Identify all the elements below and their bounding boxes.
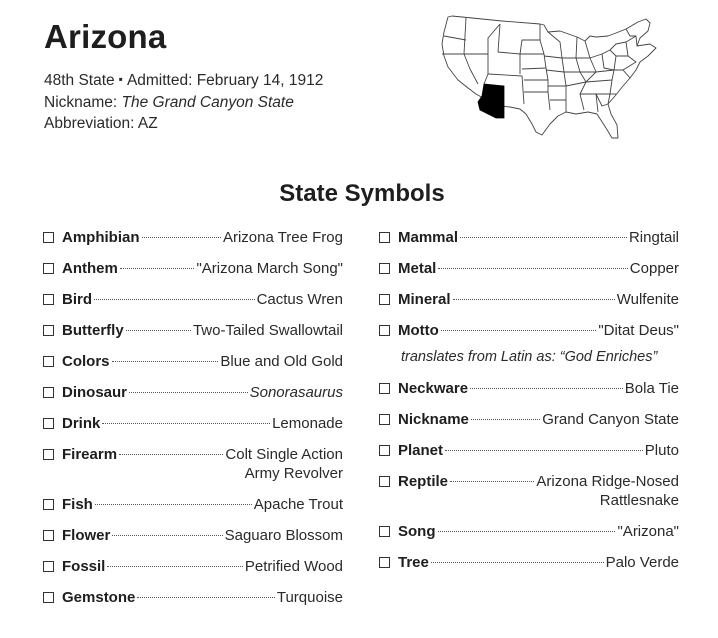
checkbox[interactable] (379, 294, 390, 305)
checkbox[interactable] (379, 263, 390, 274)
checkbox[interactable] (379, 414, 390, 425)
statehood-line (44, 70, 323, 92)
dot-leader (460, 237, 627, 238)
motto-translation-note: translates from Latin as: “God Enriches” (401, 349, 658, 365)
checkbox[interactable] (379, 557, 390, 568)
nickname-line (44, 92, 323, 113)
checkbox[interactable] (43, 325, 54, 336)
dot-leader (126, 330, 191, 331)
dot-leader (441, 330, 597, 331)
us-map (440, 14, 682, 152)
symbol-item-gemstone: Gemstone Turquoise (43, 588, 343, 607)
symbol-item-anthem: Anthem "Arizona March Song" (43, 259, 343, 278)
symbol-item-song: Song "Arizona" (379, 522, 679, 541)
dot-leader (438, 531, 616, 532)
dot-leader (119, 454, 223, 455)
symbol-item-flower: Flower Saguaro Blossom (43, 526, 343, 545)
symbol-item-dinosaur: Dinosaur Sonorasaurus (43, 383, 343, 402)
dot-leader (129, 392, 248, 393)
value-continued: Army Revolver (244, 465, 343, 482)
dot-leader (431, 562, 604, 563)
checkbox[interactable] (379, 325, 390, 336)
nickname-label: Nickname: (44, 94, 118, 111)
dot-leader (471, 419, 540, 420)
section-title: State Symbols (279, 180, 445, 207)
value-continued: Rattlesnake (599, 492, 679, 509)
checkbox[interactable] (379, 232, 390, 243)
dot-leader (107, 566, 243, 567)
symbol-item-amphibian: Amphibian Arizona Tree Frog (43, 228, 343, 247)
checkbox[interactable] (43, 356, 54, 367)
symbols-left-column (43, 228, 343, 619)
symbol-item-fossil: Fossil Petrified Wood (43, 557, 343, 576)
state-info (44, 70, 323, 134)
dot-leader (142, 237, 221, 238)
dot-leader (112, 535, 222, 536)
checkbox[interactable] (379, 445, 390, 456)
dot-leader (438, 268, 627, 269)
dot-leader (95, 504, 252, 505)
dot-leader (445, 450, 643, 451)
symbol-item-planet: Planet Pluto (379, 441, 679, 460)
symbol-item-mineral: Mineral Wulfenite (379, 290, 679, 309)
checkbox[interactable] (43, 232, 54, 243)
dot-leader (137, 597, 274, 598)
admitted-date: Admitted: February 14, 1912 (126, 72, 324, 89)
checkbox[interactable] (379, 526, 390, 537)
checkbox[interactable] (43, 530, 54, 541)
state-number: 48th State (44, 72, 115, 89)
checkbox[interactable] (43, 294, 54, 305)
checkbox[interactable] (379, 383, 390, 394)
checkbox[interactable] (43, 387, 54, 398)
nickname-value: The Grand Canyon State (121, 94, 294, 111)
symbol-item-mammal: Mammal Ringtail (379, 228, 679, 247)
symbol-item-fish: Fish Apache Trout (43, 495, 343, 514)
us-outline (442, 16, 656, 138)
symbol-item-motto: Motto "Ditat Deus" translates from Latin as: “God Enriches” (379, 321, 679, 367)
bullet-separator: ▪ (118, 72, 123, 86)
dot-leader (450, 481, 534, 482)
dot-leader (102, 423, 270, 424)
dot-leader (453, 299, 615, 300)
dot-leader (120, 268, 195, 269)
symbol-item-bird: Bird Cactus Wren (43, 290, 343, 309)
dot-leader (112, 361, 219, 362)
checkbox[interactable] (43, 263, 54, 274)
checkbox[interactable] (379, 476, 390, 487)
symbol-item-metal: Metal Copper (379, 259, 679, 278)
checkbox[interactable] (43, 592, 54, 603)
symbol-item-butterfly: Butterfly Two-Tailed Swallowtail (43, 321, 343, 340)
dot-leader (94, 299, 255, 300)
symbol-item-firearm: Firearm Colt Single Action Army Revolver (43, 445, 343, 483)
symbol-item-drink: Drink Lemonade (43, 414, 343, 433)
symbol-item-colors: Colors Blue and Old Gold (43, 352, 343, 371)
symbol-item-nickname: Nickname Grand Canyon State (379, 410, 679, 429)
symbol-item-neckware: Neckware Bola Tie (379, 379, 679, 398)
checkbox[interactable] (43, 449, 54, 460)
checkbox[interactable] (43, 418, 54, 429)
symbol-item-tree: Tree Palo Verde (379, 553, 679, 572)
page-title: Arizona (44, 18, 167, 55)
checkbox[interactable] (43, 561, 54, 572)
checkbox[interactable] (43, 499, 54, 510)
dot-leader (470, 388, 623, 389)
symbols-right-column (379, 228, 679, 584)
abbreviation-line: Abbreviation: AZ (44, 115, 158, 132)
symbol-item-reptile: Reptile Arizona Ridge-Nosed Rattlesnake (379, 472, 679, 510)
